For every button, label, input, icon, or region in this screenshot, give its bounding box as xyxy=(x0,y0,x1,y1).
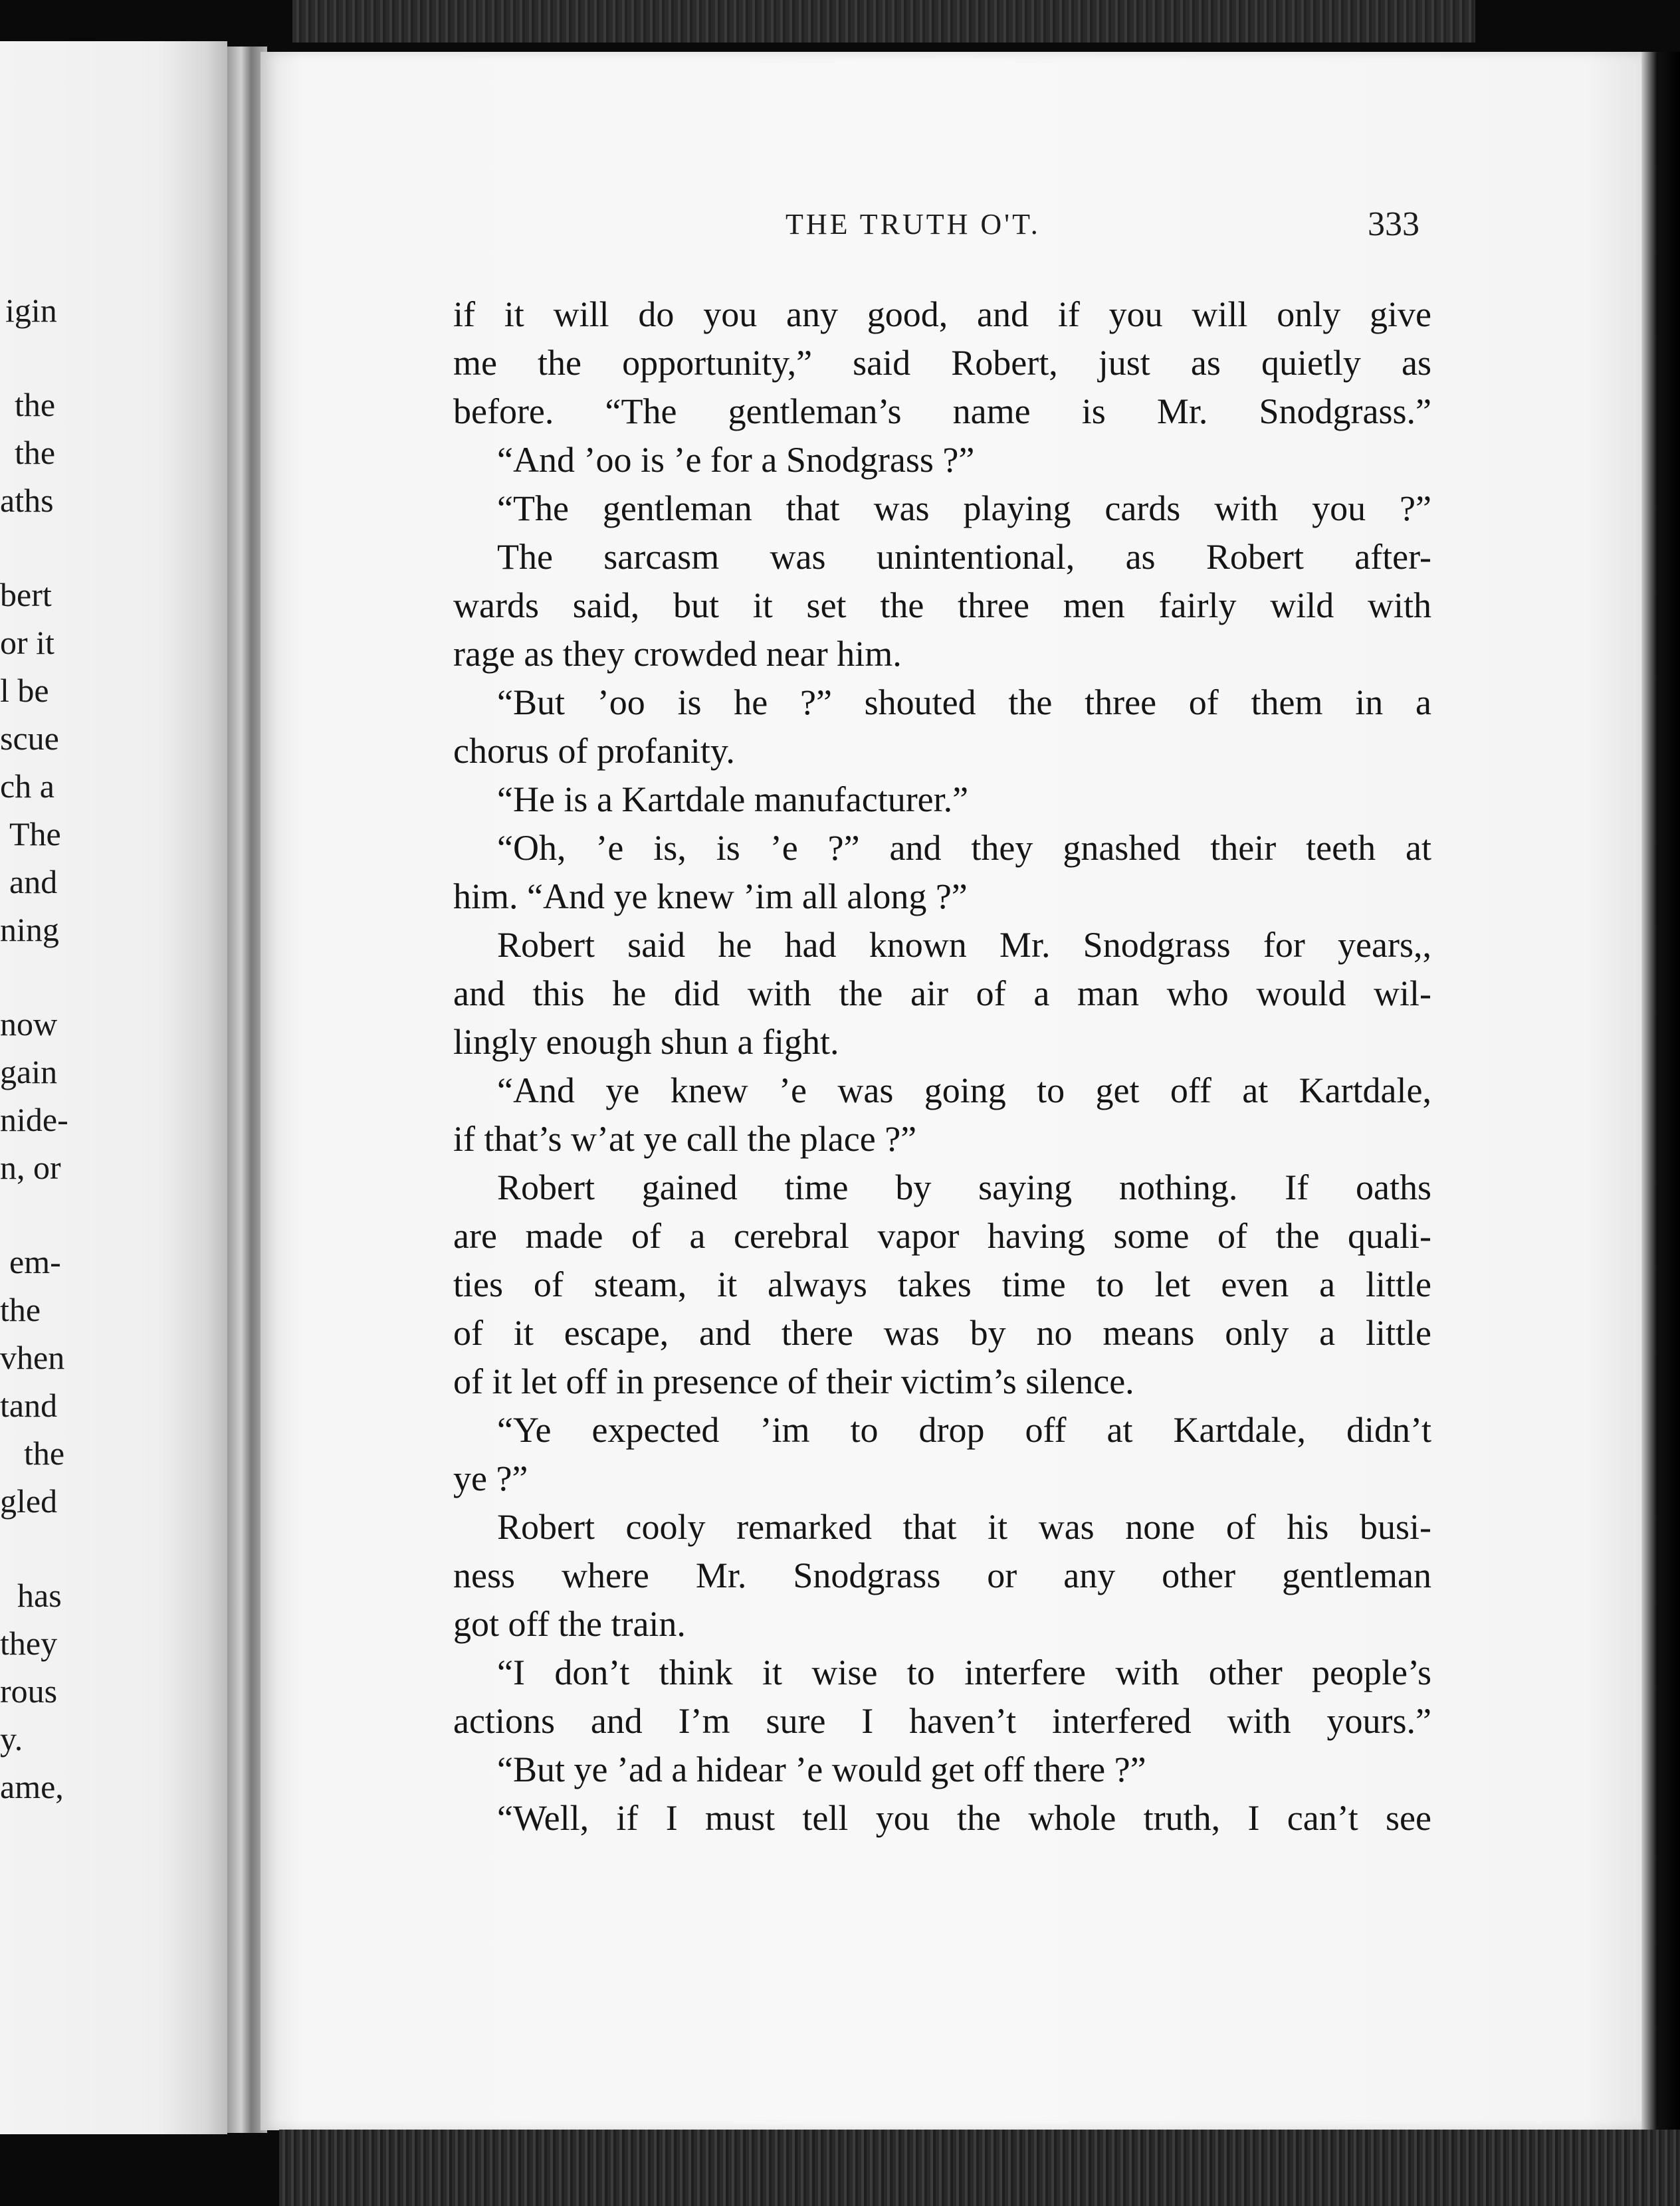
left-fragment: scue xyxy=(0,720,59,757)
text-line: actions and I’m sure I haven’t interfered with yours.” xyxy=(453,1701,1431,1741)
text-line: “I don’t think it wise to interfere with other people’s xyxy=(497,1653,1431,1692)
text-line: Robert said he had known Mr. Snodgrass for years,, xyxy=(497,925,1431,965)
text-line: of it escape, and there was by no means only a little xyxy=(453,1313,1431,1353)
left-fragment: gain xyxy=(0,1053,58,1090)
binding-top xyxy=(292,0,1475,43)
left-fragment: the xyxy=(15,386,56,423)
text-line: ties of steam, it always takes time to let even a little xyxy=(453,1264,1431,1304)
text-line: “But ye ’ad a hidear ’e would get off there ?” xyxy=(497,1750,1146,1789)
left-fragment: l be xyxy=(0,672,49,709)
text-line: before. “The gentleman’s name is Mr. Snodgrass.” xyxy=(453,391,1431,431)
text-line: The sarcasm was unintentional, as Robert after- xyxy=(497,537,1431,577)
left-fragment: ch a xyxy=(0,767,54,805)
left-fragment: n, or xyxy=(0,1149,61,1186)
left-fragment: now xyxy=(0,1005,58,1043)
page-number: 333 xyxy=(1368,205,1419,243)
left-fragment: aths xyxy=(0,482,54,519)
left-fragment: igin xyxy=(5,292,57,329)
text-line: “Well, if I must tell you the whole truth, I can’t see xyxy=(497,1798,1431,1838)
text-line: Robert cooly remarked that it was none of his busi- xyxy=(497,1507,1431,1547)
text-line: are made of a cerebral vapor having some of the quali- xyxy=(453,1216,1431,1256)
left-fragment: ame, xyxy=(0,1768,64,1805)
text-line: him. “And ye knew ’im all along ?” xyxy=(453,876,968,916)
text-line: Robert gained time by saying nothing. If oaths xyxy=(497,1167,1431,1207)
text-line: wards said, but it set the three men fairly wild with xyxy=(453,585,1431,625)
text-line: ye ?” xyxy=(453,1458,528,1498)
left-fragment: gled xyxy=(0,1482,58,1520)
text-line: me the opportunity,” said Robert, just as quietly as xyxy=(453,343,1431,383)
text-line: if it will do you any good, and if you will only give xyxy=(453,294,1431,334)
text-line: of it let off in presence of their victim’s silence. xyxy=(453,1361,1134,1401)
left-fragment: vhen xyxy=(0,1339,65,1376)
left-fragment: rous xyxy=(0,1672,58,1710)
left-fragment: tand xyxy=(0,1387,58,1424)
binding-bottom xyxy=(279,2130,1680,2206)
text-line: “And ’oo is ’e for a Snodgrass ?” xyxy=(497,440,975,480)
left-fragment: nide- xyxy=(0,1101,68,1138)
text-line: rage as they crowded near him. xyxy=(453,634,902,674)
text-line: “But ’oo is he ?” shouted the three of them in a xyxy=(497,682,1431,722)
text-line: and this he did with the air of a man who would wil- xyxy=(453,973,1431,1013)
page-edge xyxy=(1641,52,1680,2152)
left-fragment: The xyxy=(9,815,61,852)
text-line: “And ye knew ’e was going to get off at Kartdale, xyxy=(497,1070,1431,1110)
text-line: chorus of profanity. xyxy=(453,731,735,771)
left-fragment: they xyxy=(0,1625,58,1662)
text-line: ness where Mr. Snodgrass or any other gentleman xyxy=(453,1555,1431,1595)
left-fragment: y. xyxy=(0,1720,23,1757)
text-line: got off the train. xyxy=(453,1604,686,1644)
left-fragment: bert xyxy=(0,576,52,613)
left-fragment: ning xyxy=(0,911,59,948)
text-line: “He is a Kartdale manufacturer.” xyxy=(497,779,969,819)
left-fragment: has xyxy=(17,1577,62,1614)
text-line: lingly enough shun a fight. xyxy=(453,1022,839,1062)
left-fragment: and xyxy=(9,863,58,900)
left-facing-page xyxy=(0,41,227,2134)
text-line: “Oh, ’e is, is ’e ?” and they gnashed their teeth at xyxy=(497,828,1431,868)
left-fragment: em- xyxy=(9,1243,61,1280)
left-fragment: the xyxy=(0,1291,41,1328)
running-head: THE TRUTH O'T. xyxy=(786,208,1041,241)
text-line: “Ye expected ’im to drop off at Kartdale, didn’t xyxy=(497,1410,1431,1450)
left-fragment: the xyxy=(24,1435,65,1472)
text-line: “The gentleman that was playing cards with you ?” xyxy=(497,488,1431,528)
text-line: if that’s w’at ye call the place ?” xyxy=(453,1119,917,1159)
left-fragment: the xyxy=(15,434,56,471)
left-fragment: or it xyxy=(0,624,54,661)
